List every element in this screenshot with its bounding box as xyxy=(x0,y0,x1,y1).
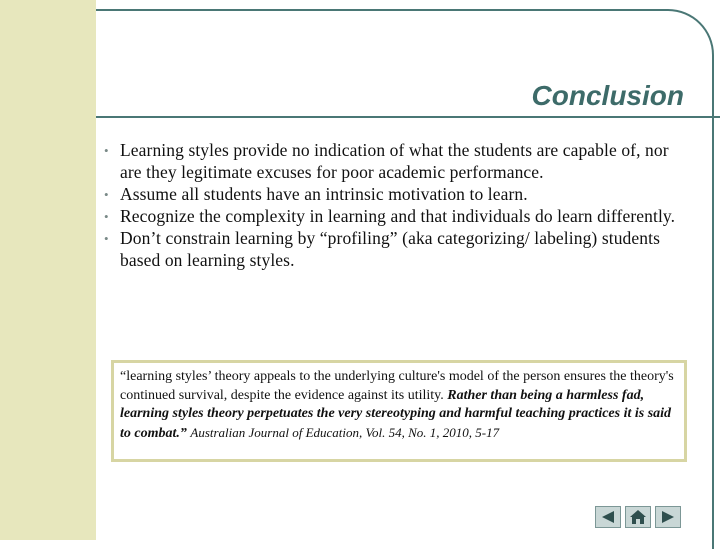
slide-title: Conclusion xyxy=(531,80,684,111)
bullet-text: Learning styles provide no indication of what the students are capable of, nor are they legitimate excuses for poor academic performance. xyxy=(120,140,669,182)
bullet-item xyxy=(104,227,694,271)
bullet-item xyxy=(104,205,694,227)
previous-slide-button[interactable] xyxy=(595,506,621,528)
bullet-dot-icon: • xyxy=(104,143,109,158)
home-button[interactable] xyxy=(625,506,651,528)
bullet-list xyxy=(104,139,694,271)
bullet-item xyxy=(104,183,694,205)
slide-navigation xyxy=(595,506,681,528)
home-icon xyxy=(629,509,647,525)
bullet-item xyxy=(104,139,694,183)
bullet-text: Don’t constrain learning by “profiling” (aka categorizing/ labeling) students based on learning styles. xyxy=(120,228,660,270)
bullet-dot-icon: • xyxy=(104,231,109,246)
bullet-text: Recognize the complexity in learning and that individuals do learn differently. xyxy=(120,206,676,226)
next-slide-button[interactable] xyxy=(655,506,681,528)
bullet-dot-icon: • xyxy=(104,187,109,202)
title-divider xyxy=(96,116,720,118)
triangle-right-icon xyxy=(660,510,676,524)
bullet-dot-icon: • xyxy=(104,209,109,224)
triangle-left-icon xyxy=(600,510,616,524)
quote-text: “learning styles’ theory appeals to the underlying culture's model of the person ensures the theory's continued survival, despite the evidence against its utility. xyxy=(120,369,674,403)
quote-citation: Australian Journal of Education, Vol. 54, No. 1, 2010, 5-17 xyxy=(190,424,500,440)
quote-emphasis: Rather than being a harmless fad, learning styles theory perpetuates the very stereotyping and harmful teaching practices it is said to combat.” xyxy=(120,387,672,441)
quote-box xyxy=(111,360,687,462)
left-decorative-band xyxy=(0,0,96,540)
bullet-text: Assume all students have an intrinsic motivation to learn. xyxy=(120,184,528,204)
